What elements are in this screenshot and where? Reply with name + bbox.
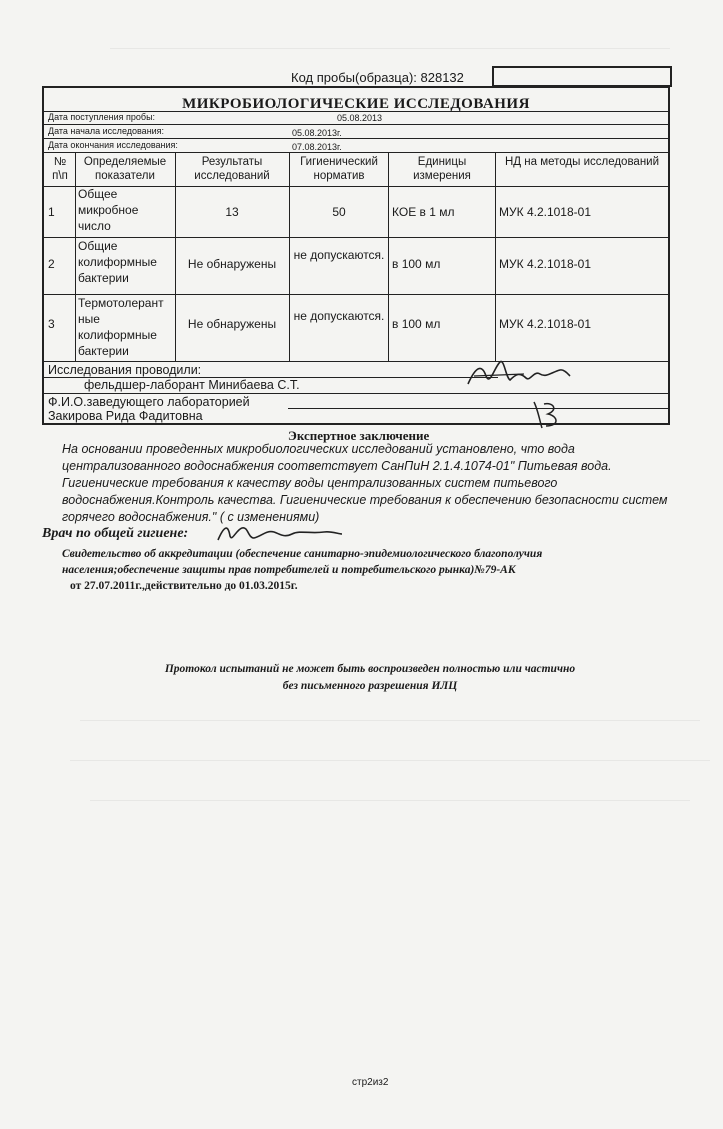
row-1-units: КОЕ в 1 мл [392,205,455,219]
row-3-method: МУК 4.2.1018-01 [499,317,591,331]
col-divider [289,152,290,361]
divider [44,138,668,139]
expert-conclusion: На основании проведенных микробиологических исследований установлено, что вода централизованного водоснабжения соответствует СанПиН 2.1.4.1074-01" Питьевая вода. Гигиенические требования к качеству воды централизованных систем питьевого водоснабжения.Контроль качества. Гигиенические требования к обеспечению безопасности систем горячего водоснабжения." ( с изменениями) [62,442,668,524]
col-header-indicator: Определяемые показатели [83,156,167,182]
col-header-result: Результаты исследований [194,156,270,182]
row-1-num: 1 [48,205,55,219]
col-divider [388,152,389,361]
col-divider [175,152,176,361]
accreditation-certificate: Свидетельство об аккредитации (обеспечение санитарно-эпидемиологического благополучия населения;обеспечение защиты прав потребителей и потребительского рынка)№79-АК [62,548,543,576]
col-divider [75,152,76,361]
bleed-through-line [90,800,690,801]
head-signature [528,396,568,432]
row-1-indicator: Общее микробное число [78,187,139,233]
date-received-value: 05.08.2013 [337,113,383,123]
doctor-signature [214,520,344,546]
sample-code-box [492,66,672,87]
row-2-result: Не обнаружены [187,257,277,271]
col-header-units: Единицы измерения [413,156,471,182]
col-header-norm: Гигиенический норматив [300,156,378,182]
row-2-norm: не допускаются. [293,248,385,262]
divider [44,124,668,125]
row-3-indicator: Термотолерант ные колиформные бактерии [78,296,164,358]
row-3-units: в 100 мл [392,317,441,331]
bleed-through-line [80,720,700,721]
row-1-norm: 50 [332,205,346,219]
date-start-value: 05.08.2013г. [292,128,342,138]
row-3-norm: не допускаются. [293,309,385,323]
doctor-label: Врач по общей гигиене: [42,526,189,541]
date-start-label: Дата начала исследования: [48,126,165,136]
row-2-method: МУК 4.2.1018-01 [499,257,591,271]
certificate-validity: от 27.07.2011г.,действительно до 01.03.2015г. [70,580,298,592]
protocol-note-line-2: без письменного разрешения ИЛЦ [282,680,458,692]
divider [44,152,668,153]
head-name: Закирова Рида Фадитовна [48,409,203,423]
protocol-note [80,661,660,695]
form-title: МИКРОБИОЛОГИЧЕСКИЕ ИССЛЕДОВАНИЯ [182,96,530,112]
page-number: стр2из2 [352,1077,389,1088]
lab-assistant-signature [464,356,574,392]
col-header-method: НД на методы исследований [504,156,660,168]
row-2-num: 2 [48,257,55,271]
row-1-result: 13 [225,205,239,219]
col-header-num: № п\п [52,156,68,182]
conducted-by: фельдшер-лаборант Минибаева С.Т. [84,378,300,392]
date-end-label: Дата окончания исследования: [48,140,178,150]
bleed-through-line [70,760,710,761]
row-3-result: Не обнаружены [187,317,277,331]
expert-title: Экспертное заключение [288,428,430,443]
col-divider [495,152,496,361]
bleed-through-line [110,48,670,49]
row-2-indicator: Общие колиформные бактерии [78,239,157,285]
head-label: Ф.И.О.заведующего лабораторией [48,395,250,409]
row-1-method: МУК 4.2.1018-01 [499,205,591,219]
results-form [42,86,670,425]
date-end-value: 07.08.2013г. [292,142,342,152]
date-received-label: Дата поступления пробы: [48,112,156,122]
divider [288,408,668,409]
row-3-num: 3 [48,317,55,331]
protocol-note-line-1: Протокол испытаний не может быть воспроизведен полностью или частично [164,663,576,675]
row-2-units: в 100 мл [392,257,441,271]
sample-code: Код пробы(образца): 828132 [291,70,464,85]
conducted-label: Исследования проводили: [48,363,202,377]
